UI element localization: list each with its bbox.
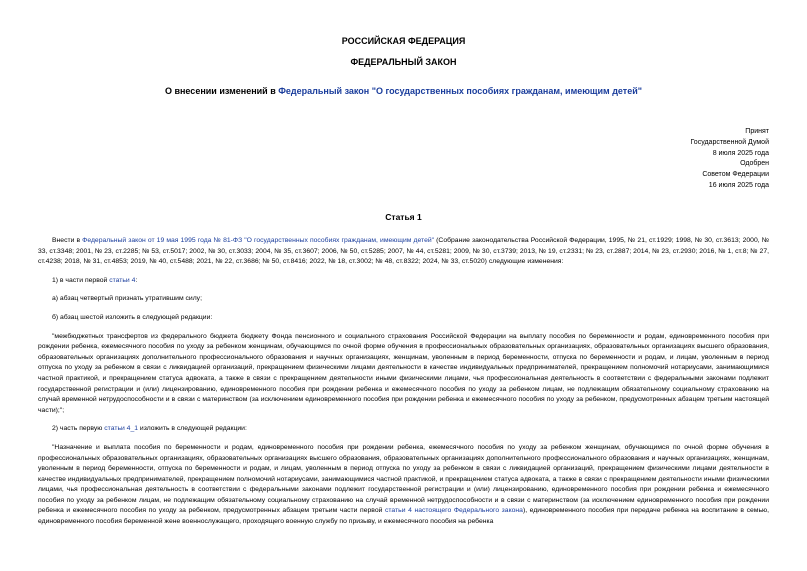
law-title [0,86,807,96]
item-2 [38,424,769,435]
item-2-prefix: 2) часть первую [52,425,105,433]
law-title-prefix: О внесении изменений в [164,86,279,96]
item-1a: а) абзац четвертый признать утратившим силу; [52,295,202,303]
item-2-suffix: изложить в следующей редакции: [138,425,247,433]
intro-suffix: (Собрание законодательства Российской Федерации, 1995, № 21, ст.1929; 1998, № 30, ст.3613; 2000, № 33, ст.3348; 2001, № 23, ст.2285; № 53, ст.5017; 2002, № 30, ст.3033; 2004, № 35, ст.3607; 2006, № 50, ст.5285; 2007, № 44, ст.5281; 2009, № 30, ст.3739; 2013, № 19, ст.2331; № 23, ст.2887; 2014, № 23, ст.2930; 2016, № 1, ст.8; № 27, ст.4238; 2018, № 31, ст.4853; 2019, № 40, ст.5488; 2021, № 22, ст.3686; № 50, ст.8416; 2022, № 18, ст.3002; № 48, ст.8322; 2024, № 33, ст.5020) следующие изменения: [38,237,769,266]
adoption-date: 8 июля 2025 года [712,149,769,157]
article-heading: Статья 1 [385,212,422,222]
quote-2 [38,443,769,528]
adoption-line: Государственной Думой [690,138,769,146]
quote-2-main: "Назначение и выплата пособия по беременности и родам, единовременного пособия при рождении ребенка, ежемесячного пособия по уходу за ребенком женщинам, обучающимся по очной форме обучения в профессиональных образовательных организациях, образовательных организациях высшего образования, образовательных организациях дополнительного профессионального образования и научных организациях, женщинам, уволенным в период беременности, отпуска по беременности и родам, и лицам, уволенным в период отпуска по уходу за ребенком в связи с ликвидацией организаций, прекращением физическими лицами деятельности в качестве индивидуальных предпринимателей, прекращением полномочий нотариусами, занимающимися частной практикой, и прекращением статуса адвоката, а также в связи с прекращением деятельности иными физическими лицами, чья профессиональная деятельность в соответствии с федеральными законами подлежит государственной регистрации и (или) лицензированию, единовременного пособия при рождении ребенка и ежемесячного пособия по уходу за ребенком лицам, не подлежащим обязательному социальному страхованию на случай временной нетрудоспособности и в связи с материнством (за исключением единовременного пособия при рождении ребенка и ежемесячного пособия по уходу за ребенком, предусмотренных абзацем третьим части первой [38,443,769,515]
item-1b: б) абзац шестой изложить в следующей редакции: [52,313,213,321]
adoption-block [690,127,769,192]
approval-line: Одобрен [740,160,769,168]
article-4-reference-link[interactable]: статьи 4 настоящего Федерального закона [384,507,523,515]
article-body [38,236,769,528]
doc-type-heading: ФЕДЕРАЛЬНЫЙ ЗАКОН [350,57,457,67]
law-title-link[interactable]: Федеральный закон "О государственных пособиях гражданам, имеющим детей" [278,86,643,96]
quote-1: "межбюджетных трансфертов из федерального бюджета бюджету Фонда пенсионного и социального страхования Российской Федерации на выплату пособия по беременности и родам, единовременного пособия при рождении ребенка, ежемесячного пособия по уходу за ребенком женщинам, обучающимся по очной форме обучения в профессиональных образовательных организациях, образовательных организациях высшего образования, образовательных организациях дополнительного профессионального образования и научных организациях, женщинам, уволенным в период беременности, отпуска по беременности и родам, и лицам, уволенным в период отпуска по уходу за ребенком в связи с ликвидацией организаций, прекращением физическими лицами деятельности в качестве индивидуальных предпринимателей, прекращением полномочий нотариусами, занимающимися частной практикой, и прекращением статуса адвоката, а также в связи с прекращением деятельности иными физическими лицами, чья профессиональная деятельность в соответствии с федеральными законами подлежит государственной регистрации и (или) лицензированию, единовременного пособия при рождении ребенка и ежемесячного пособия по уходу за ребенком лицам, не подлежащим обязательному социальному страхованию на случай временной нетрудоспособности и в связи с материнством (за исключением единовременного пособия при рождении ребенка и ежемесячного пособия по уходу за ребенком, предусмотренных абзацем третьим настоящей части);"; [38,332,769,414]
law-reference-link[interactable]: Федеральный закон от 19 мая 1995 года № 81-ФЗ "О государственных пособиях гражданам, имеющим детей" [82,237,435,244]
article-4-link[interactable]: статьи 4 [109,276,136,284]
item-1-prefix: 1) в части первой [52,276,110,284]
country-heading: РОССИЙСКАЯ ФЕДЕРАЦИЯ [341,36,466,46]
approval-date: 16 июля 2025 года [708,181,769,189]
item-1 [38,276,769,287]
approval-line: Советом Федерации [702,171,769,179]
intro-prefix: Внести в [52,237,83,244]
item-1-suffix: : [135,276,138,284]
adoption-line: Принят [745,128,769,135]
article-4-1-link[interactable]: статьи 4_1 [104,425,139,433]
quote-2-tail: ), единовременного пособия при передаче ребенка на воспитание в семью, единовременного пособия беременной жене военнослужащего, проходящего военную службу по призыву, и ежемесячного пособия на ребенка [38,507,769,526]
article-intro [38,236,769,268]
